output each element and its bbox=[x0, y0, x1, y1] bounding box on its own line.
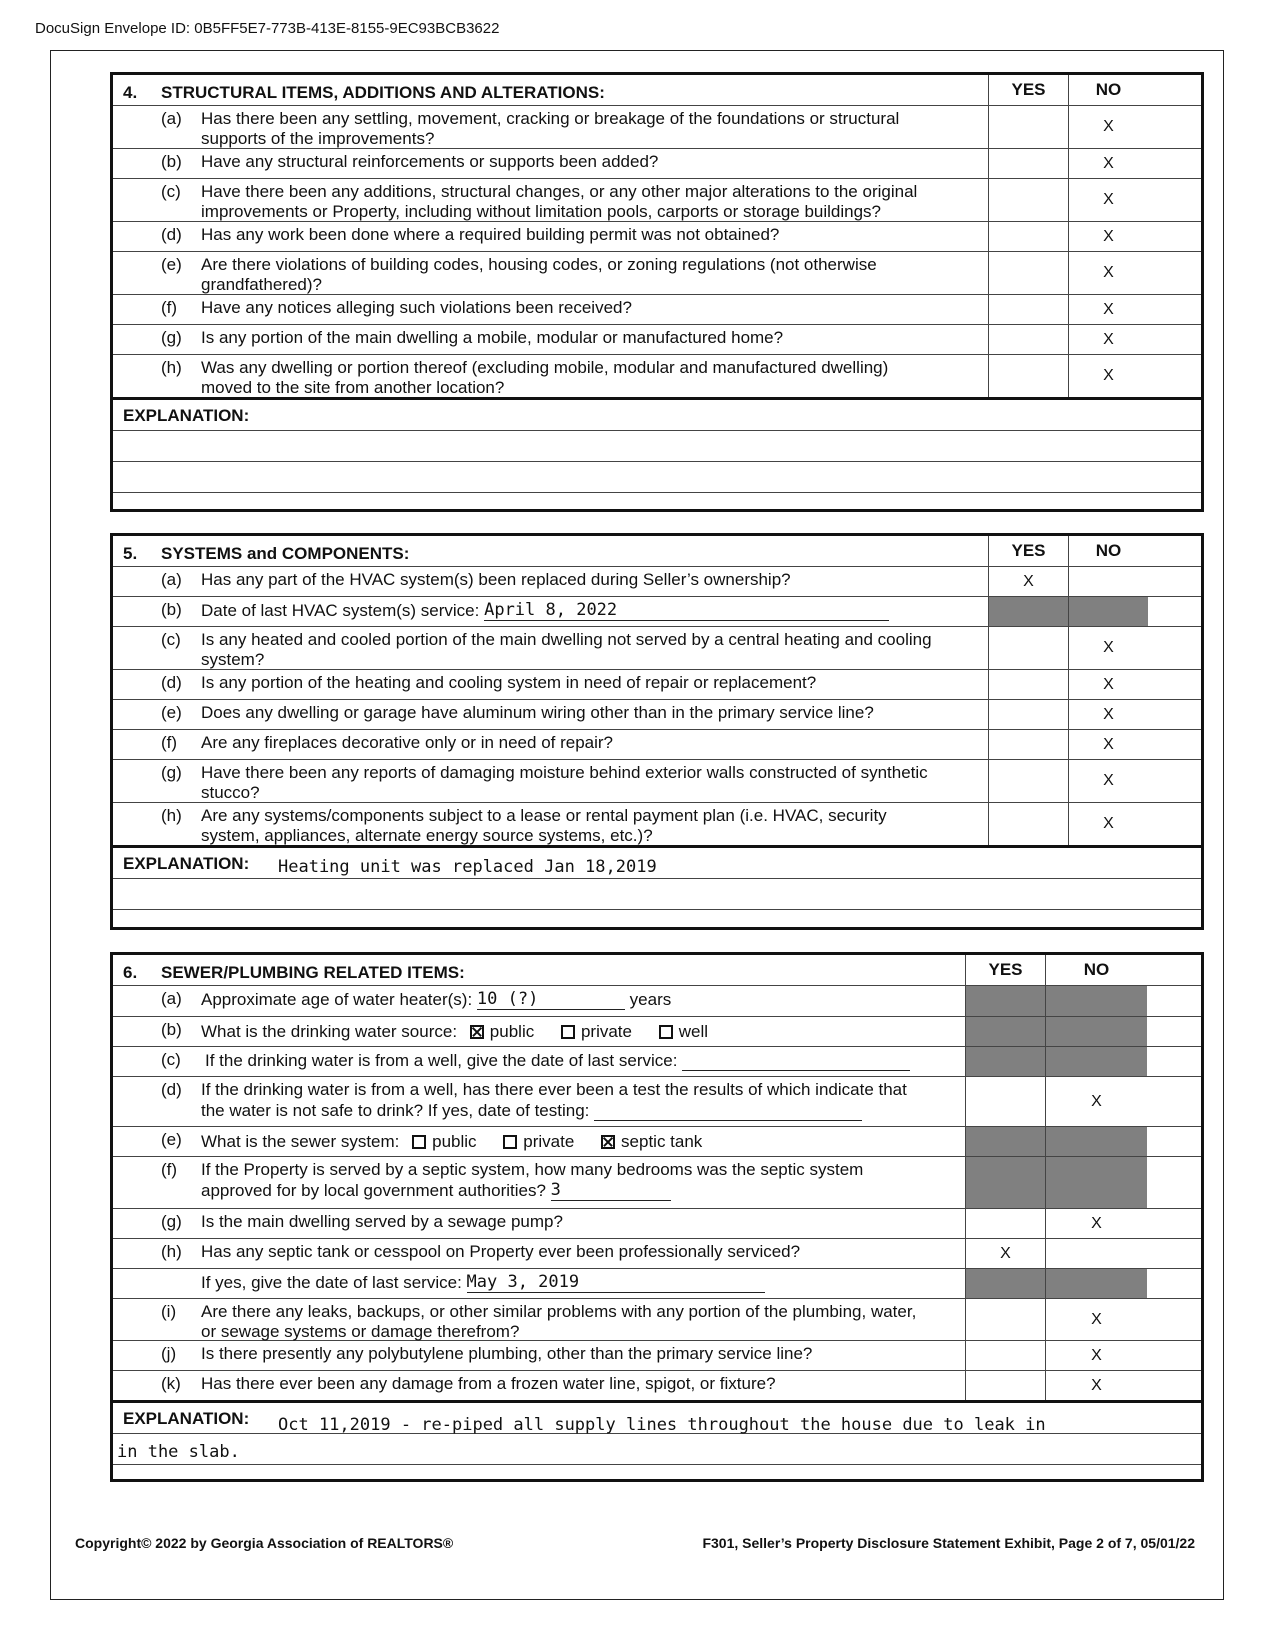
private-sewer-checkbox[interactable] bbox=[503, 1135, 517, 1149]
section-title: STRUCTURAL ITEMS, ADDITIONS AND ALTERATIONS: bbox=[161, 83, 605, 102]
yes-column-header: YES bbox=[988, 75, 1068, 105]
question-row bbox=[113, 730, 1201, 760]
no-cell[interactable]: X bbox=[1045, 1299, 1147, 1340]
question-text: Has there been any settling, movement, cracking or breakage of the foundations or structural supports of the improvements? bbox=[201, 109, 900, 148]
question-letter: (g) bbox=[161, 1212, 182, 1231]
question-text: If the drinking water is from a well, has there ever been a test the results of which indicate that the water is not safe to drink? If yes, date of testing: bbox=[201, 1080, 907, 1120]
question-row bbox=[113, 295, 1201, 325]
question-row bbox=[113, 355, 1201, 397]
question-text: Is any portion of the main dwelling a mobile, modular or manufactured home? bbox=[201, 328, 784, 347]
no-cell[interactable]: X bbox=[1068, 179, 1148, 221]
no-cell-shaded bbox=[1045, 1017, 1147, 1046]
question-letter: (d) bbox=[161, 225, 182, 244]
question-letter: (j) bbox=[161, 1344, 177, 1363]
question-letter: (c) bbox=[161, 182, 181, 201]
question-letter: (b) bbox=[161, 1020, 182, 1039]
question-row bbox=[113, 567, 1201, 597]
question-letter: (g) bbox=[161, 328, 182, 347]
question-text: Approximate age of water heater(s): 10 (?) years bbox=[201, 989, 672, 1009]
section-number: 4. bbox=[123, 83, 138, 102]
question-letter: (a) bbox=[161, 570, 182, 589]
question-letter: (f) bbox=[161, 1160, 178, 1179]
fill-in-field[interactable]: April 8, 2022 bbox=[484, 600, 889, 621]
yes-cell-shaded bbox=[965, 1269, 1045, 1298]
yes-cell[interactable] bbox=[965, 1209, 1045, 1238]
septic-bedrooms-field[interactable]: 3 bbox=[551, 1180, 671, 1201]
water-heater-age-field[interactable]: 10 (?) bbox=[477, 989, 625, 1010]
no-cell[interactable]: X bbox=[1068, 222, 1148, 251]
question-text: If yes, give the date of last service: May 3, 2019 bbox=[201, 1272, 765, 1293]
section-4-rows bbox=[113, 106, 1201, 397]
explanation-line[interactable] bbox=[113, 1434, 1201, 1465]
explanation-line[interactable] bbox=[113, 462, 1201, 493]
explanation-line[interactable] bbox=[113, 1465, 1201, 1495]
section-6 bbox=[110, 952, 1204, 1482]
yes-cell[interactable] bbox=[988, 700, 1068, 729]
no-cell[interactable]: X bbox=[1068, 106, 1148, 148]
question-text: Has any work been done where a required building permit was not obtained? bbox=[201, 225, 780, 244]
question-row bbox=[113, 325, 1201, 355]
question-letter: (c) bbox=[161, 1050, 181, 1069]
question-letter: (e) bbox=[161, 703, 182, 722]
septic-tank-checkbox[interactable] bbox=[601, 1135, 615, 1149]
question-letter: (d) bbox=[161, 673, 182, 692]
testing-date-field[interactable] bbox=[594, 1100, 862, 1121]
question-letter: (b) bbox=[161, 152, 182, 171]
no-cell[interactable]: X bbox=[1068, 670, 1148, 699]
question-text: Is there presently any polybutylene plumbing, other than the primary service line? bbox=[201, 1344, 813, 1363]
question-letter: (f) bbox=[161, 733, 178, 752]
question-letter: (c) bbox=[161, 630, 181, 649]
yes-cell[interactable] bbox=[988, 295, 1068, 324]
question-row bbox=[113, 627, 1201, 670]
question-row bbox=[113, 252, 1201, 295]
question-row-6i bbox=[113, 1299, 1201, 1341]
yes-cell[interactable] bbox=[988, 222, 1068, 251]
section-title: SYSTEMS and COMPONENTS: bbox=[161, 544, 410, 563]
explanation-text: Heating unit was replaced Jan 18,2019 bbox=[278, 857, 657, 877]
no-cell[interactable]: X bbox=[1068, 627, 1148, 669]
question-row bbox=[113, 670, 1201, 700]
private-water-checkbox[interactable] bbox=[561, 1025, 575, 1039]
copyright-footer: Copyright© 2022 by Georgia Association of REALTORS® bbox=[75, 1535, 454, 1551]
question-row-6a bbox=[113, 986, 1201, 1017]
question-text: Is any heated and cooled portion of the main dwelling not served by a central heating and cooling system? bbox=[201, 630, 932, 669]
no-column-header: NO bbox=[1068, 536, 1148, 566]
section-5-explanation bbox=[113, 845, 1201, 940]
question-row-6g bbox=[113, 1209, 1201, 1239]
section-4-header bbox=[113, 75, 1201, 106]
explanation-text: in the slab. bbox=[117, 1442, 240, 1462]
yes-cell[interactable] bbox=[988, 179, 1068, 221]
question-row-6j bbox=[113, 1341, 1201, 1371]
yes-cell[interactable] bbox=[965, 1341, 1045, 1370]
question-row-6f bbox=[113, 1157, 1201, 1209]
question-text: Date of last HVAC system(s) service: April 8, 2022 bbox=[201, 600, 889, 621]
question-letter: (k) bbox=[161, 1374, 181, 1393]
no-cell[interactable]: X bbox=[1045, 1341, 1147, 1370]
question-row bbox=[113, 700, 1201, 730]
envelope-id: DocuSign Envelope ID: 0B5FF5E7-773B-413E-8155-9EC93BCB3622 bbox=[35, 20, 500, 37]
question-text: Has there ever been any damage from a frozen water line, spigot, or fixture? bbox=[201, 1374, 776, 1393]
question-text: Are any systems/components subject to a lease or rental payment plan (i.e. HVAC, security system, appliances, alternate energy source systems, etc.)? bbox=[201, 806, 887, 845]
question-text: Have any notices alleging such violations been received? bbox=[201, 298, 632, 317]
question-text: What is the sewer system: public private septic tank bbox=[201, 1132, 703, 1151]
yes-cell-shaded bbox=[965, 1157, 1045, 1208]
no-cell[interactable]: X bbox=[1045, 1209, 1147, 1238]
yes-cell[interactable] bbox=[965, 1299, 1045, 1340]
explanation-line[interactable] bbox=[113, 431, 1201, 462]
explanation-label: EXPLANATION: bbox=[123, 406, 250, 425]
section-4 bbox=[110, 72, 1204, 512]
no-cell[interactable]: X bbox=[1045, 1077, 1147, 1126]
yes-cell[interactable] bbox=[988, 730, 1068, 759]
no-cell-shaded bbox=[1045, 986, 1147, 1016]
no-cell[interactable]: X bbox=[1068, 730, 1148, 759]
section-4-explanation bbox=[113, 397, 1201, 523]
explanation-label: EXPLANATION: bbox=[123, 1409, 250, 1428]
question-text: Have any structural reinforcements or supports been added? bbox=[201, 152, 659, 171]
question-text: If the drinking water is from a well, give the date of last service: bbox=[205, 1050, 910, 1071]
question-text: Is any portion of the heating and cooling system in need of repair or replacement? bbox=[201, 673, 817, 692]
no-cell-shaded bbox=[1045, 1047, 1147, 1076]
question-letter: (e) bbox=[161, 1130, 182, 1149]
question-text: Are there any leaks, backups, or other similar problems with any portion of the plumbing, water, or sewage systems or damage therefrom? bbox=[201, 1302, 917, 1341]
explanation-line[interactable] bbox=[113, 1403, 1201, 1434]
explanation-line[interactable] bbox=[113, 400, 1201, 431]
question-row-6b bbox=[113, 1017, 1201, 1047]
public-water-checkbox[interactable] bbox=[470, 1025, 484, 1039]
yes-cell[interactable] bbox=[988, 355, 1068, 397]
no-cell[interactable]: X bbox=[1045, 1371, 1147, 1400]
no-cell[interactable]: X bbox=[1068, 760, 1148, 802]
explanation-line[interactable] bbox=[113, 848, 1201, 879]
question-text: Is the main dwelling served by a sewage pump? bbox=[201, 1212, 563, 1231]
question-letter: (e) bbox=[161, 255, 182, 274]
no-cell[interactable]: X bbox=[1068, 325, 1148, 354]
no-cell[interactable]: X bbox=[1068, 149, 1148, 178]
explanation-text: Oct 11,2019 - re-piped all supply lines throughout the house due to leak in bbox=[278, 1415, 1046, 1435]
public-sewer-checkbox[interactable] bbox=[412, 1135, 426, 1149]
yes-column-header: YES bbox=[988, 536, 1068, 566]
question-row-6e bbox=[113, 1127, 1201, 1157]
question-row bbox=[113, 222, 1201, 252]
question-row bbox=[113, 179, 1201, 222]
yes-cell-shaded bbox=[988, 597, 1068, 626]
section-number: 6. bbox=[123, 963, 138, 982]
question-text: Has any septic tank or cesspool on Property ever been professionally serviced? bbox=[201, 1242, 801, 1261]
question-letter: (h) bbox=[161, 806, 182, 825]
yes-cell-shaded bbox=[965, 1047, 1045, 1076]
yes-cell-shaded bbox=[965, 986, 1045, 1016]
question-letter: (b) bbox=[161, 600, 182, 619]
question-text: What is the drinking water source: public private well bbox=[201, 1022, 709, 1041]
no-cell[interactable]: X bbox=[1068, 355, 1148, 397]
well-water-checkbox[interactable] bbox=[659, 1025, 673, 1039]
question-letter: (a) bbox=[161, 109, 182, 128]
question-letter: (f) bbox=[161, 298, 178, 317]
no-cell[interactable] bbox=[1068, 567, 1148, 596]
yes-cell-shaded bbox=[965, 1127, 1045, 1156]
explanation-line[interactable] bbox=[113, 910, 1201, 940]
no-cell-shaded bbox=[1045, 1157, 1147, 1208]
question-letter: (a) bbox=[161, 989, 182, 1008]
explanation-label: EXPLANATION: bbox=[123, 854, 250, 873]
question-text: Has any part of the HVAC system(s) been replaced during Seller’s ownership? bbox=[201, 570, 791, 589]
question-text: Are any fireplaces decorative only or in need of repair? bbox=[201, 733, 614, 752]
no-column-header: NO bbox=[1045, 955, 1147, 985]
no-cell-shaded bbox=[1068, 597, 1148, 626]
yes-cell[interactable]: X bbox=[965, 1239, 1045, 1268]
question-row-6k bbox=[113, 1371, 1201, 1400]
question-row-6c bbox=[113, 1047, 1201, 1077]
question-row bbox=[113, 106, 1201, 149]
no-cell-shaded bbox=[1045, 1127, 1147, 1156]
yes-cell[interactable] bbox=[988, 803, 1068, 845]
question-text: Was any dwelling or portion thereof (excluding mobile, modular and manufactured dwelling) moved to the site from another location? bbox=[201, 358, 889, 397]
yes-cell[interactable] bbox=[988, 627, 1068, 669]
section-5-rows bbox=[113, 567, 1201, 845]
question-row-6h-followup bbox=[113, 1269, 1201, 1299]
yes-cell[interactable] bbox=[965, 1077, 1045, 1126]
form-id-footer: F301, Seller’s Property Disclosure Statement Exhibit, Page 2 of 7, 05/01/22 bbox=[702, 1535, 1195, 1551]
yes-cell[interactable] bbox=[988, 670, 1068, 699]
no-cell[interactable] bbox=[1045, 1239, 1147, 1268]
question-letter: (d) bbox=[161, 1080, 182, 1099]
section-title: SEWER/PLUMBING RELATED ITEMS: bbox=[161, 963, 465, 982]
no-cell-shaded bbox=[1045, 1269, 1147, 1298]
section-5-header bbox=[113, 536, 1201, 567]
question-row-6h bbox=[113, 1239, 1201, 1269]
question-letter: (i) bbox=[161, 1302, 177, 1321]
no-cell[interactable]: X bbox=[1068, 252, 1148, 294]
question-row bbox=[113, 149, 1201, 179]
yes-column-header: YES bbox=[965, 955, 1045, 985]
no-cell[interactable]: X bbox=[1068, 295, 1148, 324]
section-6-header bbox=[113, 955, 1201, 986]
question-text: If the Property is served by a septic system, how many bedrooms was the septic system approved for by local government authorities? 3 bbox=[201, 1160, 864, 1200]
yes-cell[interactable] bbox=[988, 252, 1068, 294]
section-5 bbox=[110, 533, 1204, 930]
yes-cell[interactable] bbox=[988, 106, 1068, 148]
explanation-line[interactable] bbox=[113, 493, 1201, 523]
yes-cell-shaded bbox=[965, 1017, 1045, 1046]
no-cell[interactable]: X bbox=[1068, 700, 1148, 729]
question-row bbox=[113, 803, 1201, 845]
question-letter: (g) bbox=[161, 763, 182, 782]
section-6-explanation bbox=[113, 1400, 1201, 1495]
septic-service-date-field[interactable]: May 3, 2019 bbox=[467, 1272, 765, 1293]
no-cell[interactable]: X bbox=[1068, 803, 1148, 845]
yes-cell[interactable]: X bbox=[988, 567, 1068, 596]
question-letter: (h) bbox=[161, 1242, 182, 1261]
yes-cell[interactable] bbox=[965, 1371, 1045, 1400]
question-text: Have there been any additions, structural changes, or any other major alterations to the original improvements or Property, including without limitation pools, carports or storage buildings? bbox=[201, 182, 918, 221]
yes-cell[interactable] bbox=[988, 760, 1068, 802]
question-letter: (h) bbox=[161, 358, 182, 377]
no-column-header: NO bbox=[1068, 75, 1148, 105]
question-text: Are there violations of building codes, housing codes, or zoning regulations (not otherwise grandfathered)? bbox=[201, 255, 877, 294]
question-text: Does any dwelling or garage have aluminum wiring other than in the primary service line? bbox=[201, 703, 874, 722]
yes-cell[interactable] bbox=[988, 325, 1068, 354]
yes-cell[interactable] bbox=[988, 149, 1068, 178]
question-row bbox=[113, 597, 1201, 627]
section-number: 5. bbox=[123, 544, 138, 563]
well-service-date-field[interactable] bbox=[682, 1050, 910, 1071]
question-row bbox=[113, 760, 1201, 803]
question-row-6d bbox=[113, 1077, 1201, 1127]
question-text: Have there been any reports of damaging moisture behind exterior walls constructed of synthetic stucco? bbox=[201, 763, 928, 802]
explanation-line[interactable] bbox=[113, 879, 1201, 910]
